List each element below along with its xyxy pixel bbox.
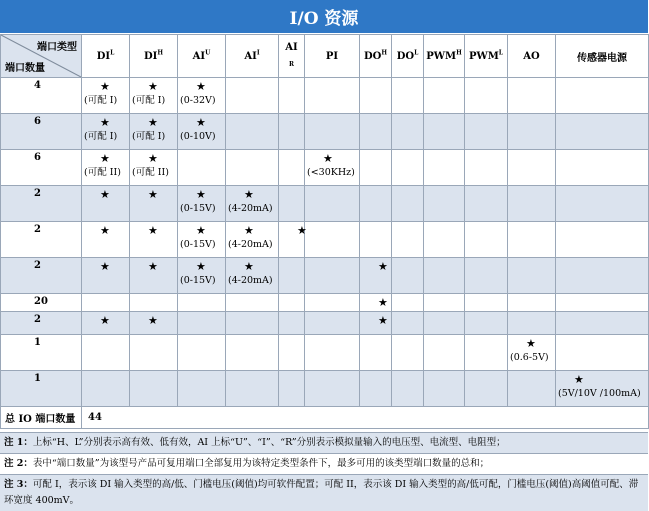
table-cell xyxy=(424,222,465,258)
cell-note: (可配 II) xyxy=(84,167,121,178)
star-icon: ★ xyxy=(196,80,206,93)
cell-note: (0-32V) xyxy=(180,95,216,106)
column-header xyxy=(178,35,226,78)
table-cell xyxy=(279,335,305,371)
cell-note: (0-15V) xyxy=(180,239,216,250)
cell-note: (5V/10V /100mA) xyxy=(558,388,641,399)
column-header xyxy=(465,35,508,78)
star-icon: ★ xyxy=(378,260,388,273)
table-cell xyxy=(82,114,130,150)
star-icon: ★ xyxy=(297,224,307,237)
table-cell xyxy=(508,150,556,186)
table-cell xyxy=(178,312,226,335)
note-label: 注 3： xyxy=(4,479,33,490)
note-3 xyxy=(0,474,648,511)
table-cell xyxy=(305,371,360,407)
table-cell xyxy=(556,186,649,222)
table-cell xyxy=(556,371,649,407)
table-row xyxy=(1,335,649,371)
table-cell xyxy=(360,312,392,335)
port-count-cell: 1 xyxy=(1,371,82,407)
table-cell xyxy=(279,371,305,407)
table-cell xyxy=(556,150,649,186)
star-icon: ★ xyxy=(574,373,584,386)
column-header-superscript: U xyxy=(205,49,211,57)
table-cell xyxy=(392,78,424,114)
corner-label-port-count: 端口数量 xyxy=(5,63,45,74)
star-icon: ★ xyxy=(148,314,158,327)
column-header xyxy=(424,35,465,78)
table-cell xyxy=(392,371,424,407)
table-cell xyxy=(556,78,649,114)
table-cell xyxy=(82,150,130,186)
table-cell xyxy=(178,371,226,407)
total-label: 总 IO 端口数量 xyxy=(1,407,82,429)
table-cell xyxy=(82,371,130,407)
table-cell xyxy=(130,312,178,335)
table-cell xyxy=(360,335,392,371)
table-cell xyxy=(392,335,424,371)
cell-note: (4-20mA) xyxy=(228,275,273,286)
cell-note: (0.6-5V) xyxy=(510,352,549,363)
table-cell xyxy=(279,294,305,312)
table-cell xyxy=(508,78,556,114)
port-count-cell: 1 xyxy=(1,335,82,371)
column-header-label: DI xyxy=(96,51,111,63)
column-header-superscript: H xyxy=(456,49,462,57)
notes-section xyxy=(0,432,648,511)
column-header-label: PI xyxy=(325,50,339,62)
table-cell xyxy=(305,186,360,222)
table-cell xyxy=(508,114,556,150)
table-cell xyxy=(305,78,360,114)
star-icon: ★ xyxy=(100,152,110,165)
star-icon: ★ xyxy=(378,314,388,327)
column-header xyxy=(556,35,649,78)
table-cell xyxy=(508,186,556,222)
table-cell xyxy=(424,335,465,371)
table-cell xyxy=(305,258,360,294)
star-icon: ★ xyxy=(100,314,110,327)
table-cell xyxy=(424,114,465,150)
table-cell xyxy=(130,371,178,407)
table-cell xyxy=(465,371,508,407)
cell-note: (可配 I) xyxy=(132,131,166,142)
note-2 xyxy=(0,453,648,474)
star-icon: ★ xyxy=(323,152,333,165)
table-cell xyxy=(556,222,649,258)
table-cell xyxy=(279,186,305,222)
star-icon: ★ xyxy=(100,224,110,237)
table-cell xyxy=(465,222,508,258)
table-cell xyxy=(130,186,178,222)
table-cell xyxy=(82,186,130,222)
table-cell xyxy=(424,371,465,407)
note-text: 可配 I，表示该 DI 输入类型的高/低、门槛电压(阈值)均可软件配置；可配 II，表示该 DI 输入类型的高/低可配，门槛电压(阈值)高阈值可配、滞环宽度 400mV。 xyxy=(4,479,639,506)
column-header-label: AI xyxy=(285,42,298,53)
port-count-cell: 2 xyxy=(1,258,82,294)
table-cell xyxy=(226,78,279,114)
table-row xyxy=(1,114,649,150)
table-cell xyxy=(305,294,360,312)
total-value: 44 xyxy=(82,407,649,429)
table-cell xyxy=(508,258,556,294)
port-count-cell: 20 xyxy=(1,294,82,312)
table-row xyxy=(1,150,649,186)
table-cell xyxy=(82,258,130,294)
table-cell xyxy=(178,258,226,294)
table-cell xyxy=(360,186,392,222)
table-cell xyxy=(82,335,130,371)
table-cell xyxy=(130,294,178,312)
cell-note: (0-10V) xyxy=(180,131,216,142)
table-cell xyxy=(279,114,305,150)
table-cell xyxy=(130,114,178,150)
table-cell xyxy=(82,294,130,312)
column-header-subscript: R xyxy=(289,61,294,68)
column-header-label: AI xyxy=(244,51,257,63)
star-icon: ★ xyxy=(526,337,536,350)
table-cell xyxy=(178,186,226,222)
table-cell xyxy=(556,258,649,294)
table-row xyxy=(1,78,649,114)
table-cell xyxy=(392,222,424,258)
star-icon: ★ xyxy=(196,260,206,273)
total-row xyxy=(1,407,649,429)
table-cell xyxy=(556,312,649,335)
table-cell xyxy=(226,294,279,312)
column-header-superscript: H xyxy=(381,49,388,57)
table-cell xyxy=(130,78,178,114)
table-cell xyxy=(279,150,305,186)
table-cell xyxy=(424,258,465,294)
note-1 xyxy=(0,432,648,453)
header-row xyxy=(1,35,649,78)
io-resource-table xyxy=(0,34,649,429)
star-icon: ★ xyxy=(148,80,158,93)
column-header xyxy=(130,35,178,78)
star-icon: ★ xyxy=(244,260,254,273)
table-cell xyxy=(424,150,465,186)
corner-header-cell xyxy=(1,35,82,78)
table-cell xyxy=(556,335,649,371)
table-cell xyxy=(465,312,508,335)
column-header-superscript: L xyxy=(414,49,419,57)
cell-note: (可配 II) xyxy=(132,167,169,178)
table-cell xyxy=(465,186,508,222)
star-icon: ★ xyxy=(100,80,110,93)
port-count-cell: 4 xyxy=(1,78,82,114)
cell-note: (<30KHz) xyxy=(307,167,355,178)
table-cell xyxy=(392,258,424,294)
cell-note: (4-20mA) xyxy=(228,203,273,214)
table-cell xyxy=(360,371,392,407)
star-icon: ★ xyxy=(100,260,110,273)
table-cell xyxy=(178,222,226,258)
column-header-label: DO xyxy=(363,51,382,63)
cell-note: (0-15V) xyxy=(180,203,216,214)
table-cell xyxy=(360,222,392,258)
corner-label-port-type: 端口类型 xyxy=(37,42,77,53)
table-cell xyxy=(226,186,279,222)
table-cell xyxy=(424,294,465,312)
column-header-label: AO xyxy=(523,50,540,62)
table-cell xyxy=(82,222,130,258)
table-cell xyxy=(465,335,508,371)
column-header-superscript: H xyxy=(157,49,164,57)
table-cell xyxy=(392,186,424,222)
table-cell xyxy=(305,114,360,150)
column-header xyxy=(305,35,360,78)
table-cell xyxy=(424,312,465,335)
table-cell xyxy=(556,114,649,150)
table-cell xyxy=(226,222,279,258)
table-cell xyxy=(130,222,178,258)
table-cell xyxy=(392,294,424,312)
star-icon: ★ xyxy=(148,188,158,201)
table-cell xyxy=(279,312,305,335)
table-cell xyxy=(226,371,279,407)
column-header xyxy=(279,35,305,78)
column-header-superscript: L xyxy=(110,49,115,57)
table-cell xyxy=(465,258,508,294)
column-header-label: PWM xyxy=(468,51,499,63)
table-cell xyxy=(424,186,465,222)
table-cell xyxy=(279,258,305,294)
table-cell xyxy=(392,312,424,335)
table-cell xyxy=(82,312,130,335)
star-icon: ★ xyxy=(148,224,158,237)
table-cell xyxy=(465,294,508,312)
column-header xyxy=(82,35,130,78)
table-cell xyxy=(508,312,556,335)
column-header-label: DI xyxy=(143,51,158,63)
column-header-label: PWM xyxy=(426,51,457,63)
table-cell xyxy=(465,114,508,150)
port-count-cell: 6 xyxy=(1,114,82,150)
column-header xyxy=(508,35,556,78)
star-icon: ★ xyxy=(148,116,158,129)
note-label: 注 1： xyxy=(4,437,33,448)
cell-note: (0-15V) xyxy=(180,275,216,286)
port-count-cell: 6 xyxy=(1,150,82,186)
star-icon: ★ xyxy=(196,116,206,129)
table-cell xyxy=(360,78,392,114)
table-cell xyxy=(226,335,279,371)
table-row xyxy=(1,258,649,294)
star-icon: ★ xyxy=(100,188,110,201)
column-header-superscript: L xyxy=(498,49,504,57)
table-cell xyxy=(556,294,649,312)
star-icon: ★ xyxy=(148,152,158,165)
column-header xyxy=(360,35,392,78)
note-text: 上标“H、L”分别表示高有效、低有效，AI 上标“U”、“I”、“R”分别表示模拟量输入的电压型、电流型、电阻型； xyxy=(32,437,506,448)
table-cell xyxy=(305,222,360,258)
table-cell xyxy=(305,335,360,371)
table-row xyxy=(1,186,649,222)
port-count-cell: 2 xyxy=(1,186,82,222)
table-row xyxy=(1,222,649,258)
table-cell xyxy=(360,258,392,294)
column-header xyxy=(226,35,279,78)
star-icon: ★ xyxy=(196,224,206,237)
table-cell xyxy=(465,150,508,186)
column-header-label: AI xyxy=(192,51,206,63)
cell-note: (可配 I) xyxy=(132,95,166,106)
table-cell xyxy=(178,150,226,186)
table-cell xyxy=(178,335,226,371)
table-cell xyxy=(226,114,279,150)
cell-note: (4-20mA) xyxy=(228,239,273,250)
table-row xyxy=(1,312,649,335)
table-cell xyxy=(130,335,178,371)
table-cell xyxy=(178,294,226,312)
table-cell xyxy=(508,335,556,371)
table-cell xyxy=(130,150,178,186)
star-icon: ★ xyxy=(196,188,206,201)
table-cell xyxy=(305,150,360,186)
table-cell xyxy=(226,312,279,335)
port-count-cell: 2 xyxy=(1,312,82,335)
table-cell xyxy=(178,78,226,114)
table-row xyxy=(1,371,649,407)
note-label: 注 2： xyxy=(4,458,33,469)
table-cell xyxy=(226,258,279,294)
table-cell xyxy=(279,78,305,114)
table-cell xyxy=(130,258,178,294)
table-cell xyxy=(360,150,392,186)
cell-note: (可配 I) xyxy=(84,95,118,106)
column-header xyxy=(392,35,424,78)
table-title: I/O 资源 xyxy=(0,0,648,33)
table-cell xyxy=(392,114,424,150)
star-icon: ★ xyxy=(244,188,254,201)
port-count-cell: 2 xyxy=(1,222,82,258)
cell-note: (可配 I) xyxy=(84,131,118,142)
table-cell xyxy=(305,312,360,335)
table-cell xyxy=(508,371,556,407)
star-icon: ★ xyxy=(148,260,158,273)
table-cell xyxy=(226,150,279,186)
note-text: 表中“端口数量”为该型号产品可复用端口全部复用为该特定类型条件下，最多可用的该类型端口数量的总和； xyxy=(32,458,490,469)
table-cell xyxy=(360,114,392,150)
table-cell xyxy=(279,222,305,258)
table-cell xyxy=(508,294,556,312)
table-cell xyxy=(392,150,424,186)
table-row xyxy=(1,294,649,312)
table-cell xyxy=(360,294,392,312)
column-header-label: DO xyxy=(396,51,415,63)
star-icon: ★ xyxy=(244,224,254,237)
column-header-superscript: I xyxy=(256,49,260,57)
table-cell xyxy=(424,78,465,114)
star-icon: ★ xyxy=(100,116,110,129)
table-cell xyxy=(508,222,556,258)
table-cell xyxy=(465,78,508,114)
table-cell xyxy=(178,114,226,150)
column-header-label: 传感器电源 xyxy=(577,52,627,64)
star-icon: ★ xyxy=(378,296,388,309)
table-cell xyxy=(82,78,130,114)
